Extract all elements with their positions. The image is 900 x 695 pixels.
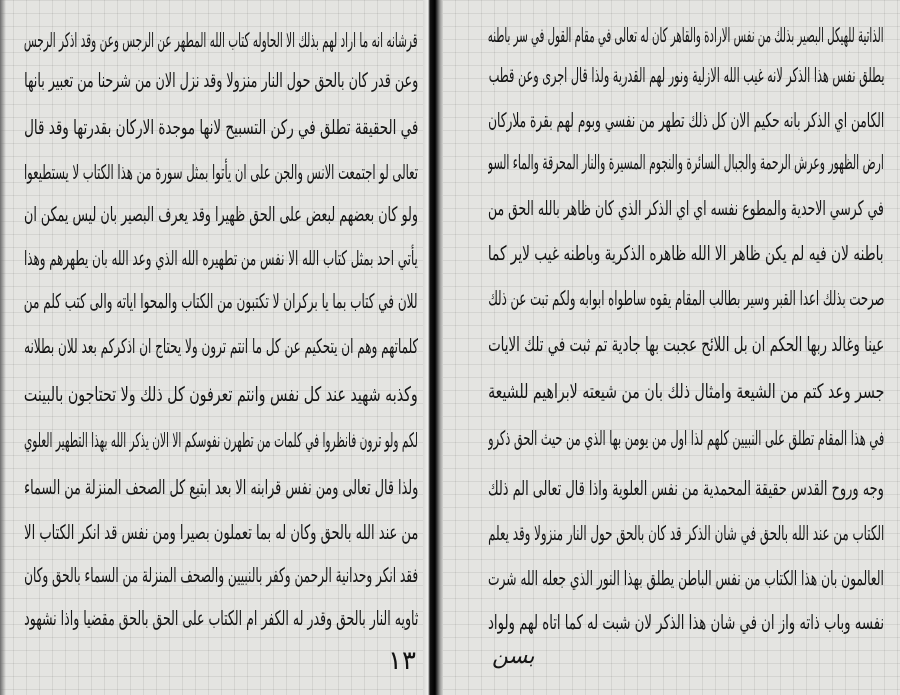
- text-line: الذاتية للهيكل البصير بذلك من نفس الارادة والقاهر كان له تعالى في مقام القول في سر باطنه: [488, 23, 884, 47]
- text-line: للان في كتاب بما يا بركران لا تكتبون من الكتاب والمحوا اياته والى كتب كلم من: [24, 289, 418, 313]
- text-line: ثاويه النار بالحق وقدر له الكفر ام الكتاب على الحق بالحق مقضيا واذا نشهود: [24, 606, 418, 630]
- text-line: يطلق نفس هذا الذكر لانه غيب الله الازلية ونور لهم القدرية ولذا قال اجرى وعن قطب: [488, 63, 884, 87]
- text-line: لكم ولو ترون فانظروا في كلمات من تطهرن نفوسكم الا الان يذكر الله بهذا التطهير العلوي: [24, 428, 418, 452]
- text-line: صرحت بذلك اعدا القبر وسير بطالب المقام يقوه ساطواه ابوابه ولكم تبت عن ذلك: [488, 286, 884, 310]
- text-line: في هذا المقام تطلق على النبيين كلهم لذا اول من يومن بها الذي من حيث الحق ذكرو: [488, 426, 884, 450]
- text-line: كلماتهم وهم ان يتحكيم عن كل ما انتم ترون ولا يحتاج ان اذكركم بعد للان بطلانه: [24, 334, 418, 358]
- text-line: من عند الله بالحق وكان له بما تعملون بصيرا ومن نفس قد انكر الكتاب الا: [24, 520, 418, 544]
- right-page: [488, 0, 884, 695]
- text-line: العالمون بان هذا الكتاب من نفس الباطن يطلق بهذا النور الذي جعله الله شرت: [488, 566, 884, 590]
- text-line: عينا وغالد ربها الحكم ان بل اللائح عجبت بها جادية تم ثبت في تلك الايات: [488, 332, 884, 356]
- text-line: قرشانه انه ما اراد لهم بذلك الا الحاوله كتاب الله المطهر عن الرجس وعن وقد اذكر الرجس: [24, 28, 418, 52]
- text-line: نفسه وباب ذاته واز ان في شان هذا الذكر لان شبت له كما اتاه لهم ولواد: [488, 610, 884, 634]
- text-line: ولو كان بعضهم لبعض على الحق ظهيرا وقد يعرف البصير بان ليس يمكن ان: [24, 202, 418, 226]
- text-line: وجه وروح القدس حقيقة المحمدية من نفس العلوية واذا قال تعالى الم ذلك: [488, 476, 884, 500]
- text-line: تعالى لو اجتمعت الانس والجن على ان يأتوا بمثل سورة من هذا الكتاب لا يستطيعوا: [24, 160, 418, 184]
- text-line: وكذبه شهيد عند كل نفس وانتم تعرفون كل ذلك ولا تحتاجون بالبينت: [24, 382, 418, 406]
- text-line: يأتي احد بمثل كتاب الله الا نفس من تطهيره الله الذي وعد الله بان يطهرهم وهذا: [24, 246, 418, 270]
- page-number: ١٣: [388, 646, 416, 676]
- page-edge-shadow: [0, 0, 6, 695]
- text-line: جسر وعد كتم من الشيعة وامثال ذلك بان من شيعته لابراهيم للشيعة: [488, 379, 884, 403]
- text-line: الكتاب من عند الله بالحق في شان الذكر قد كان بالحق حول النار منزولا وقد يعلم: [488, 521, 884, 545]
- text-line: باطنه لان فيه لم يكن ظاهر الا الله ظاهره الذكرية وباطنه غيب لاير كما: [488, 241, 884, 265]
- left-page: [24, 0, 418, 695]
- text-line: الكامن اي الذكر بانه حكيم الان كل ذلك تطهر من نفسي وبوم لهم بقرة ملاركان: [488, 108, 884, 132]
- catchword: بسن: [492, 644, 535, 669]
- text-line: ولذا قال تعالى ومن نفس قرابنه الا بعد ابتيع كل الصحف المنزلة من السماء: [24, 475, 418, 499]
- text-line: فقد انكر وحدانية الرحمن وكفر بالنبيين والصحف المنزلة من السماء بالحق وكان: [24, 563, 418, 587]
- text-line: في كرسي الاحدية والمطوع نفسه اي اي الذكر الذي كان ظاهر بالله الحق من: [488, 196, 884, 220]
- text-line: في الحقيقة تطلق في ركن التسبيح لانها موجدة الاركان بقدرتها وقد قال: [24, 115, 418, 139]
- binding-gutter: [423, 0, 443, 695]
- text-line: ارض الظهور وعرش الرحمة والجبال السائرة والنجوم المسيرة والنار المحرقة والماء السو: [488, 150, 884, 174]
- text-line: وعن قدر كان بالحق حول النار منزولا وقد نزل الان من شرحنا من تعبير بانها: [24, 68, 418, 92]
